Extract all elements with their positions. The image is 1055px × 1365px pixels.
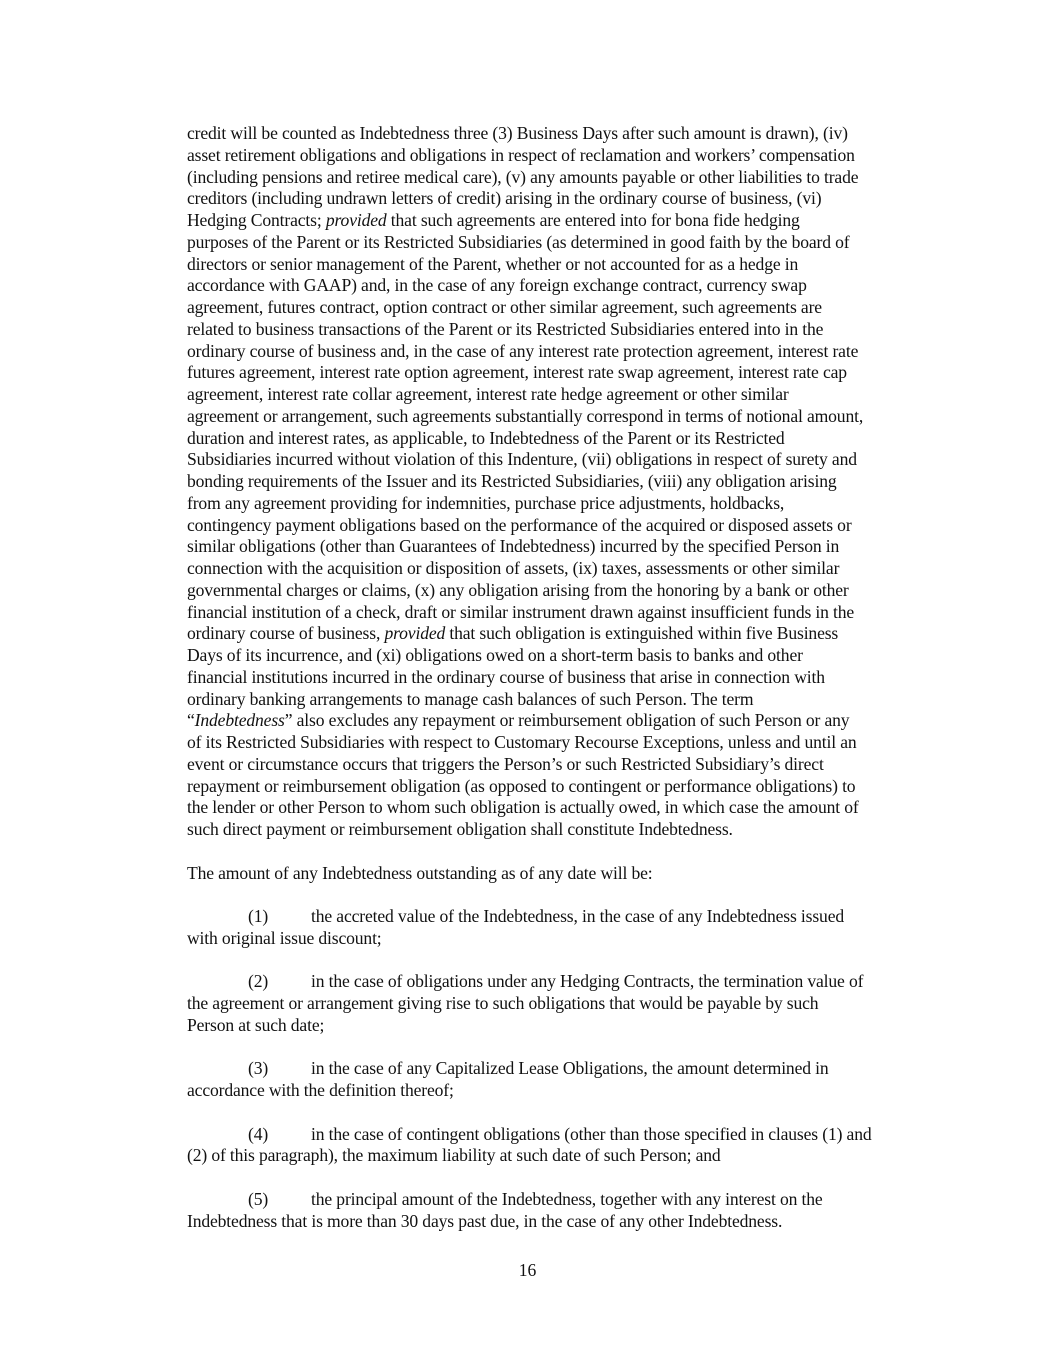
clause-item bbox=[187, 906, 947, 950]
paragraph-line: directors or senior management of the Parent, whether or not accounted for as a hedge in bbox=[187, 253, 799, 274]
clause-first-line bbox=[187, 1124, 947, 1146]
clause-continuation-line: with original issue discount; bbox=[187, 927, 382, 948]
intro-line: The amount of any Indebtedness outstanding as of any date will be: bbox=[187, 862, 653, 883]
clause-item bbox=[187, 1189, 947, 1233]
clause-item bbox=[187, 1124, 947, 1168]
paragraph-line: the lender or other Person to whom such obligation is actually owed, in which case the amount of bbox=[187, 797, 859, 818]
clause-first-line bbox=[187, 906, 947, 928]
paragraph-line: related to business transactions of the Parent or its Restricted Subsidiaries entered into in the bbox=[187, 318, 824, 339]
document-page bbox=[187, 123, 947, 1232]
paragraph-line: purposes of the Parent or its Restricted Subsidiaries (as determined in good faith by the board of bbox=[187, 231, 850, 252]
paragraph-line: connection with the acquisition or disposition of assets, (ix) taxes, assessments or other similar bbox=[187, 558, 840, 578]
paragraph-line: credit will be counted as Indebtedness three (3) Business Days after such amount is drawn), (iv) bbox=[187, 123, 848, 143]
clause-text: in the case of obligations under any Hedging Contracts, the termination value of bbox=[311, 971, 864, 992]
clause-first-line bbox=[187, 1189, 947, 1211]
clause-number: (4) bbox=[248, 1123, 269, 1144]
clause-gap bbox=[187, 950, 947, 972]
page-number: 16 bbox=[518, 1260, 537, 1280]
clause-continuation-line: Indebtedness that is more than 30 days past due, in the case of any other Indebtedness. bbox=[187, 1210, 783, 1231]
paragraph-line: ordinary banking arrangements to manage cash balances of such Person. The term bbox=[187, 688, 754, 709]
clause-number: (3) bbox=[248, 1058, 269, 1079]
paragraph-line: creditors (including undrawn letters of credit) arising in the ordinary course of business, (vi) bbox=[187, 188, 822, 209]
clause-continuation-line: accordance with the definition thereof; bbox=[187, 1080, 454, 1100]
clause-continuation-line: (2) of this paragraph), the maximum liability at such date of such Person; and bbox=[187, 1145, 721, 1166]
clause-number: (2) bbox=[248, 971, 269, 992]
paragraph-line: accordance with GAAP) and, in the case of any foreign exchange contract, currency swap bbox=[187, 275, 807, 296]
clause-gap bbox=[187, 1167, 947, 1189]
paragraph-line: (including pensions and retiree medical care), (v) any amounts payable or other liabilities to trade bbox=[187, 166, 859, 187]
clause-item bbox=[187, 1058, 947, 1102]
paragraph-line: of its Restricted Subsidiaries with respect to Customary Recourse Exceptions, unless and until an bbox=[187, 732, 857, 752]
paragraph-line: “Indebtedness” also excludes any repayment or reimbursement obligation of such Person or any bbox=[187, 710, 850, 731]
paragraph-line: from any agreement providing for indemnities, purchase price adjustments, holdbacks, bbox=[187, 492, 785, 513]
paragraph-line: agreement or arrangement, such agreements substantially correspond in terms of notional amount, bbox=[187, 405, 864, 426]
paragraph-gap bbox=[187, 841, 947, 863]
italic-term: Indebtedness bbox=[194, 710, 285, 731]
paragraph-line: ordinary course of business and, in the case of any interest rate protection agreement, interest rate bbox=[187, 340, 859, 361]
paragraph-line: Hedging Contracts; provided that such agreements are entered into for bona fide hedging bbox=[187, 210, 800, 230]
clause-first-line bbox=[187, 971, 947, 993]
paragraph-line: such direct payment or reimbursement obligation shall constitute Indebtedness. bbox=[187, 819, 733, 839]
paragraph-line: governmental charges or claims, (x) any obligation arising from the honoring by a bank or other bbox=[187, 579, 849, 600]
clause-text: in the case of contingent obligations (other than those specified in clauses (1) and bbox=[311, 1123, 872, 1144]
paragraph-line: repayment or reimbursement obligation (as opposed to contingent or performance obligations) to bbox=[187, 775, 856, 796]
italic-term: provided bbox=[384, 623, 446, 644]
clause-text: the principal amount of the Indebtedness, together with any interest on the bbox=[311, 1188, 823, 1209]
clause-gap bbox=[187, 1102, 947, 1124]
paragraph-line: Subsidiaries incurred without violation of this Indenture, (vii) obligations in respect of surety and bbox=[187, 449, 857, 470]
clause-gap bbox=[187, 1037, 947, 1059]
paragraph-line: agreement, futures contract, option contract or other similar agreement, such agreements are bbox=[187, 297, 822, 317]
paragraph-line: asset retirement obligations and obligations in respect of reclamation and workers’ compensation bbox=[187, 144, 855, 165]
clause-number: (1) bbox=[248, 906, 269, 926]
clause-gap bbox=[187, 884, 947, 906]
clause-text: the accreted value of the Indebtedness, in the case of any Indebtedness issued bbox=[311, 906, 845, 926]
paragraph-line: futures agreement, interest rate option agreement, interest rate swap agreement, interest rate cap bbox=[187, 362, 847, 383]
paragraph-line: duration and interest rates, as applicable, to Indebtedness of the Parent or its Restricted bbox=[187, 427, 785, 448]
clause-text: in the case of any Capitalized Lease Obligations, the amount determined in bbox=[311, 1058, 829, 1079]
paragraph-line: bonding requirements of the Issuer and its Restricted Subsidiaries, (viii) any obligation arising bbox=[187, 471, 837, 491]
paragraph-line: contingency payment obligations based on the performance of the acquired or disposed assets or bbox=[187, 514, 852, 535]
paragraph-line: event or circumstance occurs that triggers the Person’s or such Restricted Subsidiary’s direct bbox=[187, 753, 824, 774]
clause-number: (5) bbox=[248, 1188, 269, 1209]
paragraph-line: Days of its incurrence, and (xi) obligations owed on a short-term basis to banks and other bbox=[187, 645, 803, 665]
paragraph-line: agreement, interest rate collar agreement, interest rate hedge agreement or other similar bbox=[187, 384, 789, 404]
clause-continuation-line: Person at such date; bbox=[187, 1014, 325, 1035]
indebtedness-exclusions-paragraph bbox=[187, 123, 947, 841]
paragraph-line: financial institutions incurred in the ordinary course of business that arise in connection with bbox=[187, 666, 825, 687]
paragraph-line: financial institution of a check, draft or similar instrument drawn against insufficient funds in the bbox=[187, 601, 855, 622]
clause-first-line bbox=[187, 1058, 947, 1080]
italic-term: provided bbox=[325, 210, 387, 230]
clause-continuation-line: the agreement or arrangement giving rise to such obligations that would be payable by such bbox=[187, 993, 819, 1013]
paragraph-line: ordinary course of business, provided that such obligation is extinguished within five Business bbox=[187, 623, 839, 644]
clause-item bbox=[187, 971, 947, 1036]
amount-clauses-list bbox=[187, 884, 947, 1232]
paragraph-line: similar obligations (other than Guarantees of Indebtedness) incurred by the specified Person in bbox=[187, 536, 840, 557]
